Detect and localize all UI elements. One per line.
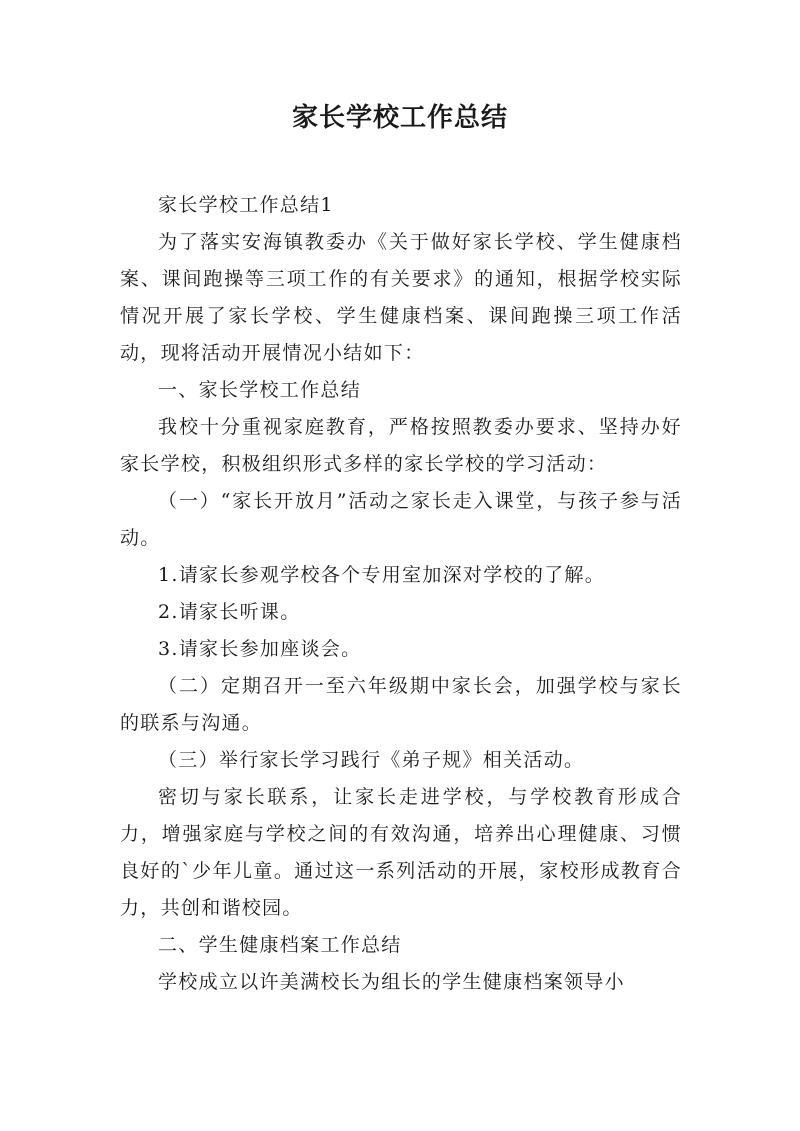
paragraph-subheading-2: （二）定期召开一至六年级期中家长会，加强学校与家长的联系与沟通。	[120, 675, 682, 734]
paragraph-section-heading: 家长学校工作总结1	[158, 194, 334, 216]
paragraph-subheading-3: （三）举行家长学习践行《弟子规》相关活动。	[158, 749, 585, 771]
list-item: 1.请家长参观学校各个专用室加深对学校的了解。	[158, 564, 606, 586]
paragraph: 密切与家长联系，让家长走进学校，与学校教育形成合力，增强家庭与学校之间的有效沟通，培养出心理健康、习惯良好的`少年儿童。通过这一系列活动的开展，家校形成教育合力，共创和谐校园。	[120, 786, 682, 919]
paragraph: 我校十分重视家庭教育，严格按照教委办要求、坚持办好家长学校，积极组织形式多样的家长学校的学习活动：	[120, 416, 682, 475]
paragraph: 学校成立以许美满校长为组长的学生健康档案领导小	[158, 971, 625, 993]
paragraph-subheading-1: （一）“家长开放月”活动之家长走入课堂，与孩子参与活动。	[120, 490, 682, 549]
paragraph-intro: 为了落实安海镇教委办《关于做好家长学校、学生健康档案、课间跑操等三项工作的有关要求》的通知，根据学校实际情况开展了家长学校、学生健康档案、课间跑操三项工作活动，现将活动开展情况小结如下：	[120, 231, 682, 364]
list-item: 3.请家长参加座谈会。	[158, 638, 362, 660]
list-item: 2.请家长听课。	[158, 601, 301, 623]
document-title: 家长学校工作总结	[291, 103, 508, 133]
paragraph-heading-2: 二、学生健康档案工作总结	[158, 934, 402, 956]
paragraph-heading-1: 一、家长学校工作总结	[158, 379, 362, 401]
document-body	[120, 187, 682, 1001]
